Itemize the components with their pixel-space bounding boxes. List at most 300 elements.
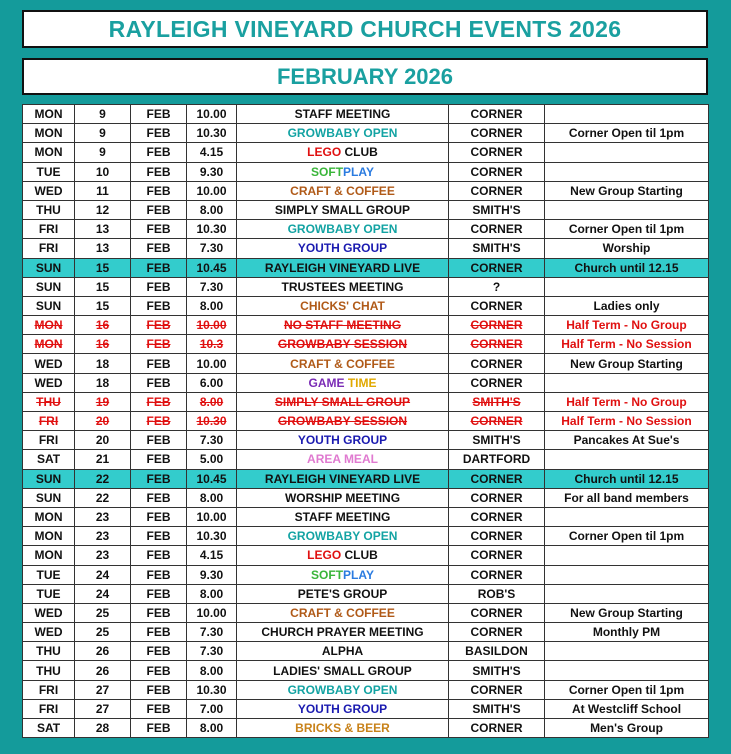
event-row — [23, 565, 709, 584]
event-title — [237, 527, 449, 546]
event-time: 10.30 — [187, 680, 237, 699]
event-day: FRI — [23, 431, 75, 450]
event-day: MON — [23, 527, 75, 546]
event-note — [545, 373, 709, 392]
event-date: 24 — [75, 584, 131, 603]
event-time: 7.30 — [187, 642, 237, 661]
event-row — [23, 143, 709, 162]
event-row — [23, 603, 709, 622]
event-month: FEB — [131, 162, 187, 181]
event-row — [23, 719, 709, 738]
event-venue: CORNER — [449, 162, 545, 181]
event-month: FEB — [131, 719, 187, 738]
event-day: SUN — [23, 488, 75, 507]
event-time: 10.30 — [187, 527, 237, 546]
event-title — [237, 661, 449, 680]
event-date: 11 — [75, 181, 131, 200]
event-note: Monthly PM — [545, 623, 709, 642]
event-title-segment: PLAY — [343, 567, 374, 582]
event-day: SUN — [23, 296, 75, 315]
event-row — [23, 181, 709, 200]
event-day: TUE — [23, 162, 75, 181]
event-day: MON — [23, 124, 75, 143]
event-day: SUN — [23, 469, 75, 488]
event-note: Men's Group — [545, 719, 709, 738]
event-venue: CORNER — [449, 220, 545, 239]
event-date: 15 — [75, 277, 131, 296]
event-day: SUN — [23, 258, 75, 277]
event-day: WED — [23, 623, 75, 642]
event-date: 22 — [75, 488, 131, 507]
event-row — [23, 584, 709, 603]
event-venue: DARTFORD — [449, 450, 545, 469]
event-time: 7.30 — [187, 239, 237, 258]
event-venue: CORNER — [449, 603, 545, 622]
event-month: FEB — [131, 680, 187, 699]
event-title — [237, 373, 449, 392]
event-title — [237, 565, 449, 584]
event-time: 8.00 — [187, 661, 237, 680]
event-date: 16 — [75, 316, 131, 335]
event-month: FEB — [131, 469, 187, 488]
event-day: WED — [23, 181, 75, 200]
event-row — [23, 258, 709, 277]
event-note — [545, 565, 709, 584]
event-title — [237, 124, 449, 143]
event-venue: SMITH'S — [449, 200, 545, 219]
event-title — [237, 105, 449, 124]
event-title — [237, 181, 449, 200]
event-date: 19 — [75, 392, 131, 411]
event-row — [23, 296, 709, 315]
event-month: FEB — [131, 412, 187, 431]
event-month: FEB — [131, 661, 187, 680]
event-note: Church until 12.15 — [545, 469, 709, 488]
event-day: FRI — [23, 239, 75, 258]
event-title — [237, 699, 449, 718]
event-venue: ROB'S — [449, 584, 545, 603]
event-title-segment: TIME — [347, 375, 377, 390]
event-title — [237, 354, 449, 373]
event-month: FEB — [131, 603, 187, 622]
event-title-segment: RAYLEIGH VINEYARD LIVE — [264, 260, 421, 275]
event-day: FRI — [23, 699, 75, 718]
event-note: Pancakes At Sue's — [545, 431, 709, 450]
event-day: MON — [23, 507, 75, 526]
event-title-segment: CLUB — [341, 145, 378, 160]
event-title — [237, 719, 449, 738]
event-time: 10.45 — [187, 469, 237, 488]
event-note: Half Term - No Group — [545, 316, 709, 335]
event-row — [23, 699, 709, 718]
event-day: THU — [23, 392, 75, 411]
event-date: 20 — [75, 431, 131, 450]
event-row — [23, 392, 709, 411]
event-note — [545, 277, 709, 296]
event-note: New Group Starting — [545, 354, 709, 373]
event-time: 4.15 — [187, 546, 237, 565]
event-row — [23, 200, 709, 219]
event-title — [237, 258, 449, 277]
event-venue: CORNER — [449, 143, 545, 162]
event-title — [237, 200, 449, 219]
event-venue: CORNER — [449, 680, 545, 699]
event-venue: CORNER — [449, 296, 545, 315]
event-date: 16 — [75, 335, 131, 354]
event-title-segment: BRICKS & BEER — [295, 721, 390, 736]
event-title-segment: CRAFT & COFFEE — [290, 356, 395, 371]
event-title-segment: LEGO — [307, 145, 342, 160]
event-title-segment: GROWBABY OPEN — [287, 222, 398, 237]
event-month: FEB — [131, 335, 187, 354]
event-date: 27 — [75, 699, 131, 718]
event-time: 8.00 — [187, 584, 237, 603]
event-row — [23, 661, 709, 680]
event-title — [237, 239, 449, 258]
event-date: 26 — [75, 642, 131, 661]
event-time: 10.3 — [187, 335, 237, 354]
event-title — [237, 431, 449, 450]
event-month: FEB — [131, 527, 187, 546]
event-note: For all band members — [545, 488, 709, 507]
event-venue: CORNER — [449, 719, 545, 738]
event-note — [545, 661, 709, 680]
event-month: FEB — [131, 143, 187, 162]
event-row — [23, 373, 709, 392]
event-time: 10.00 — [187, 316, 237, 335]
event-row — [23, 354, 709, 373]
event-note: New Group Starting — [545, 181, 709, 200]
event-month: FEB — [131, 277, 187, 296]
event-date: 22 — [75, 469, 131, 488]
event-venue: CORNER — [449, 507, 545, 526]
event-note: Church until 12.15 — [545, 258, 709, 277]
event-title-segment: GAME — [308, 375, 348, 390]
event-venue: CORNER — [449, 258, 545, 277]
events-table — [22, 104, 709, 738]
event-note — [545, 105, 709, 124]
event-title-segment: LEGO — [307, 548, 342, 563]
event-date: 23 — [75, 507, 131, 526]
event-note — [545, 546, 709, 565]
event-venue: CORNER — [449, 181, 545, 200]
event-date: 24 — [75, 565, 131, 584]
event-month: FEB — [131, 584, 187, 603]
event-date: 9 — [75, 105, 131, 124]
event-day: THU — [23, 642, 75, 661]
event-note: Ladies only — [545, 296, 709, 315]
event-time: 10.00 — [187, 105, 237, 124]
event-date: 15 — [75, 296, 131, 315]
event-date: 10 — [75, 162, 131, 181]
event-venue: CORNER — [449, 527, 545, 546]
event-month: FEB — [131, 181, 187, 200]
event-day: SAT — [23, 450, 75, 469]
event-month: FEB — [131, 220, 187, 239]
event-day: WED — [23, 603, 75, 622]
event-venue: CORNER — [449, 412, 545, 431]
event-venue: CORNER — [449, 469, 545, 488]
event-month: FEB — [131, 450, 187, 469]
event-title-segment: CLUB — [341, 548, 378, 563]
event-row — [23, 527, 709, 546]
event-row — [23, 469, 709, 488]
event-row — [23, 507, 709, 526]
event-title — [237, 296, 449, 315]
event-date: 15 — [75, 258, 131, 277]
event-title — [237, 546, 449, 565]
event-row — [23, 450, 709, 469]
event-title-segment: CHURCH PRAYER MEETING — [261, 625, 424, 640]
event-row — [23, 623, 709, 642]
events-table-body — [23, 105, 709, 738]
event-day: MON — [23, 316, 75, 335]
event-month: FEB — [131, 373, 187, 392]
event-time: 8.00 — [187, 200, 237, 219]
event-day: TUE — [23, 584, 75, 603]
event-title-segment: GROWBABY OPEN — [287, 529, 398, 544]
event-row — [23, 488, 709, 507]
event-month: FEB — [131, 258, 187, 277]
event-date: 25 — [75, 623, 131, 642]
event-month: FEB — [131, 354, 187, 373]
event-time: 10.30 — [187, 124, 237, 143]
event-time: 5.00 — [187, 450, 237, 469]
event-title — [237, 623, 449, 642]
event-month: FEB — [131, 200, 187, 219]
event-date: 13 — [75, 220, 131, 239]
event-row — [23, 277, 709, 296]
event-time: 7.30 — [187, 623, 237, 642]
event-title — [237, 584, 449, 603]
event-month: FEB — [131, 507, 187, 526]
event-day: THU — [23, 200, 75, 219]
event-note — [545, 143, 709, 162]
event-month: FEB — [131, 239, 187, 258]
event-note — [545, 162, 709, 181]
event-title-segment: STAFF MEETING — [294, 107, 391, 122]
event-note — [545, 642, 709, 661]
event-time: 4.15 — [187, 143, 237, 162]
event-month: FEB — [131, 546, 187, 565]
event-venue: CORNER — [449, 354, 545, 373]
event-date: 23 — [75, 527, 131, 546]
event-title-segment: LADIES' SMALL GROUP — [273, 663, 412, 678]
event-venue: SMITH'S — [449, 392, 545, 411]
event-note: Corner Open til 1pm — [545, 124, 709, 143]
event-time: 9.30 — [187, 162, 237, 181]
event-month: FEB — [131, 488, 187, 507]
event-venue: CORNER — [449, 373, 545, 392]
event-title-segment: WORSHIP MEETING — [284, 490, 401, 505]
event-day: THU — [23, 661, 75, 680]
event-title — [237, 162, 449, 181]
event-title — [237, 680, 449, 699]
event-note: Half Term - No Group — [545, 392, 709, 411]
event-venue: CORNER — [449, 623, 545, 642]
event-note: Corner Open til 1pm — [545, 680, 709, 699]
event-title-segment: SIMPLY SMALL GROUP — [274, 394, 411, 409]
event-date: 18 — [75, 373, 131, 392]
event-venue: SMITH'S — [449, 431, 545, 450]
event-month: FEB — [131, 124, 187, 143]
event-note — [545, 200, 709, 219]
event-time: 9.30 — [187, 565, 237, 584]
event-day: SAT — [23, 719, 75, 738]
event-title-segment: CRAFT & COFFEE — [290, 183, 395, 198]
event-venue: CORNER — [449, 105, 545, 124]
event-title — [237, 469, 449, 488]
event-title-segment: SOFT — [311, 164, 344, 179]
event-row — [23, 124, 709, 143]
event-month: FEB — [131, 105, 187, 124]
event-title — [237, 450, 449, 469]
event-day: MON — [23, 143, 75, 162]
event-venue: BASILDON — [449, 642, 545, 661]
event-day: WED — [23, 354, 75, 373]
event-month: FEB — [131, 392, 187, 411]
event-title-segment: NO STAFF MEETING — [283, 318, 402, 333]
event-title — [237, 488, 449, 507]
event-date: 18 — [75, 354, 131, 373]
event-day: SUN — [23, 277, 75, 296]
event-note: Half Term - No Session — [545, 335, 709, 354]
event-title-segment: CRAFT & COFFEE — [290, 605, 395, 620]
event-day: MON — [23, 546, 75, 565]
event-month: FEB — [131, 623, 187, 642]
event-date: 9 — [75, 124, 131, 143]
page-title: RAYLEIGH VINEYARD CHURCH EVENTS 2026 — [22, 10, 708, 48]
event-time: 6.00 — [187, 373, 237, 392]
event-date: 26 — [75, 661, 131, 680]
event-title — [237, 507, 449, 526]
event-date: 25 — [75, 603, 131, 622]
event-time: 10.00 — [187, 354, 237, 373]
event-time: 8.00 — [187, 392, 237, 411]
event-time: 10.30 — [187, 220, 237, 239]
event-title-segment: ALPHA — [321, 644, 364, 659]
event-row — [23, 642, 709, 661]
event-month: FEB — [131, 642, 187, 661]
event-venue: ? — [449, 277, 545, 296]
event-title — [237, 603, 449, 622]
event-time: 10.00 — [187, 181, 237, 200]
event-note: Corner Open til 1pm — [545, 527, 709, 546]
event-time: 10.00 — [187, 603, 237, 622]
event-day: TUE — [23, 565, 75, 584]
event-date: 23 — [75, 546, 131, 565]
event-note: Worship — [545, 239, 709, 258]
event-day: WED — [23, 373, 75, 392]
event-date: 21 — [75, 450, 131, 469]
event-title-segment: STAFF MEETING — [294, 510, 391, 525]
event-title-segment: GROWBABY SESSION — [277, 337, 408, 352]
event-month: FEB — [131, 431, 187, 450]
event-date: 13 — [75, 239, 131, 258]
event-venue: CORNER — [449, 565, 545, 584]
event-title — [237, 642, 449, 661]
event-venue: SMITH'S — [449, 239, 545, 258]
event-note: Corner Open til 1pm — [545, 220, 709, 239]
event-date: 28 — [75, 719, 131, 738]
event-time: 8.00 — [187, 296, 237, 315]
event-title-segment: GROWBABY SESSION — [277, 414, 408, 429]
month-heading: FEBRUARY 2026 — [22, 58, 708, 95]
event-venue: SMITH'S — [449, 661, 545, 680]
event-time: 10.00 — [187, 507, 237, 526]
event-venue: CORNER — [449, 335, 545, 354]
event-title-segment: RAYLEIGH VINEYARD LIVE — [264, 471, 421, 486]
event-title-segment: SOFT — [311, 567, 344, 582]
event-venue: SMITH'S — [449, 699, 545, 718]
event-title-segment: GROWBABY OPEN — [287, 682, 398, 697]
event-day: MON — [23, 105, 75, 124]
event-title — [237, 335, 449, 354]
event-time: 8.00 — [187, 719, 237, 738]
event-title-segment: YOUTH GROUP — [297, 701, 388, 716]
event-time: 8.00 — [187, 488, 237, 507]
event-title-segment: CHICKS' CHAT — [300, 298, 385, 313]
event-note: At Westcliff School — [545, 699, 709, 718]
event-row — [23, 546, 709, 565]
event-time: 10.45 — [187, 258, 237, 277]
event-title-segment: AREA MEAL — [307, 452, 378, 467]
event-title-segment: PLAY — [343, 164, 374, 179]
event-row — [23, 105, 709, 124]
event-row — [23, 431, 709, 450]
event-title — [237, 143, 449, 162]
event-time: 10.30 — [187, 412, 237, 431]
event-day: FRI — [23, 680, 75, 699]
event-date: 27 — [75, 680, 131, 699]
event-row — [23, 239, 709, 258]
event-row — [23, 680, 709, 699]
event-date: 9 — [75, 143, 131, 162]
event-title — [237, 392, 449, 411]
event-month: FEB — [131, 296, 187, 315]
event-venue: CORNER — [449, 316, 545, 335]
event-note: New Group Starting — [545, 603, 709, 622]
event-venue: CORNER — [449, 546, 545, 565]
event-time: 7.30 — [187, 277, 237, 296]
event-row — [23, 220, 709, 239]
event-row — [23, 162, 709, 181]
event-note: Half Term - No Session — [545, 412, 709, 431]
event-row — [23, 412, 709, 431]
event-day: MON — [23, 335, 75, 354]
event-note — [545, 507, 709, 526]
event-title-segment: TRUSTEES MEETING — [281, 279, 404, 294]
event-row — [23, 316, 709, 335]
event-title-segment: YOUTH GROUP — [297, 241, 388, 256]
event-time: 7.30 — [187, 431, 237, 450]
event-title-segment: PETE'S GROUP — [297, 586, 388, 601]
event-note — [545, 450, 709, 469]
event-title-segment: SIMPLY SMALL GROUP — [274, 203, 411, 218]
event-date: 12 — [75, 200, 131, 219]
event-day: FRI — [23, 412, 75, 431]
event-venue: CORNER — [449, 124, 545, 143]
event-time: 7.00 — [187, 699, 237, 718]
event-day: FRI — [23, 220, 75, 239]
event-month: FEB — [131, 565, 187, 584]
event-month: FEB — [131, 699, 187, 718]
event-title-segment: GROWBABY OPEN — [287, 126, 398, 141]
event-note — [545, 584, 709, 603]
event-month: FEB — [131, 316, 187, 335]
event-date: 20 — [75, 412, 131, 431]
event-title — [237, 277, 449, 296]
